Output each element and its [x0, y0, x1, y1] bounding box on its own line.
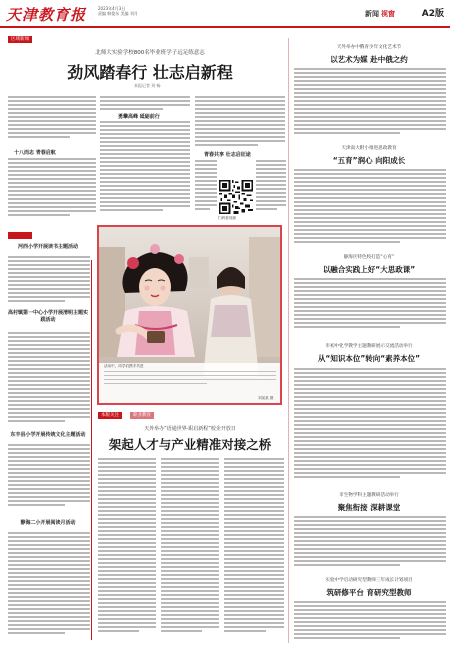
- masthead-date: 2023年4月3日: [98, 6, 126, 11]
- qr-code[interactable]: [219, 180, 253, 214]
- section-name: 新闻: [365, 10, 379, 18]
- second-body-col2: [161, 458, 219, 640]
- right-title-3: 以融合实践上好“大思政课”: [322, 265, 416, 274]
- left-mini-title-2: 高村镇第一中心小学开展清明主题实践活动: [7, 310, 88, 323]
- divider-right: [288, 38, 289, 643]
- right-kicker-6: 实验中学启动研究型教师三年成长计划项目: [325, 578, 413, 583]
- masthead-meta: [98, 6, 138, 16]
- right-title-6: 筑研修平台 育研究型教师: [326, 588, 412, 597]
- right-body-6: [294, 601, 446, 643]
- lead-body-col2a: [100, 96, 190, 112]
- right-title-5: 聚焦衔接 深耕课堂: [337, 503, 401, 512]
- left-mini-body-3: [8, 444, 90, 514]
- page-number: A2版: [421, 9, 444, 19]
- lead-section-tag: 区域新闻: [8, 36, 32, 43]
- second-body-col3: [224, 458, 284, 640]
- right-body-4: [294, 368, 446, 486]
- left-mini-body-4: [8, 532, 90, 640]
- lead-kicker: 北师大实验学校800名毕业班学子远足练意志: [95, 50, 205, 56]
- lead-subhead-2: 青春共享 壮志启征途: [204, 152, 251, 158]
- right-kicker-4: 市初中化学教学主题教研展示交流活动举行: [325, 344, 413, 349]
- lead-body-col2: [100, 121, 190, 221]
- right-title-1: 以艺术为媒 赴中俄之约: [330, 55, 408, 64]
- photo-caption: [104, 364, 276, 396]
- photo-credit: 刘某某 摄: [258, 396, 274, 400]
- right-title-2: “五育”润心 向阳成长: [332, 156, 406, 165]
- right-kicker-1: 天外举办中俄青少年文化艺术节: [336, 45, 402, 50]
- lead-body-col3a: [195, 96, 285, 150]
- second-body-col1: [98, 458, 156, 640]
- lead-body-col3b: [195, 160, 217, 220]
- second-headline: 架起人才与产业精准对接之桥: [108, 437, 272, 452]
- lead-mid-subhead: 十八而志 青春启航: [14, 150, 56, 156]
- right-kicker-2: 天津南大附小推进思政教育: [341, 146, 397, 151]
- right-body-5: [294, 516, 446, 570]
- right-kicker-3: 静海区特色校打造“心育”: [343, 255, 395, 260]
- second-kicker: 天外举办“语通世界·职启新程”校企开放日: [144, 426, 236, 432]
- qr-caption: 扫码看视频: [218, 216, 236, 220]
- photo-caption-title: 活动中，同学们携手共进: [104, 364, 144, 368]
- section-label: [365, 9, 395, 19]
- second-section-tag: 本版关注: [98, 412, 122, 419]
- right-body-3: [294, 278, 446, 332]
- right-body-1: [294, 68, 446, 140]
- left-section-tag: [8, 232, 32, 239]
- masthead: [0, 0, 450, 28]
- left-mini-title-3: 东丰县小学开展传统文化主题活动: [10, 432, 86, 438]
- right-title-4: 从“知识本位”转向“素养本位”: [317, 354, 421, 363]
- left-mini-title-1: 河西小学开展读书主题活动: [17, 244, 78, 250]
- second-section-tag-2: 职业教育: [130, 412, 154, 419]
- left-mini-title-4: 静海二小开展阅读月活动: [20, 520, 76, 526]
- left-mini-body-1: [8, 256, 90, 308]
- masthead-editors: 责编 韩俊东 美编 刘月: [98, 11, 138, 16]
- lead-body-col3c: [256, 160, 286, 220]
- lead-headline: 劲风踏春行 壮志启新程: [67, 63, 233, 82]
- left-mini-body-2: [8, 332, 90, 426]
- section-sub: 视窗: [381, 10, 395, 18]
- lead-body-col1b: [8, 158, 96, 226]
- right-kicker-5: 市生物学科主题教研活动举行: [339, 493, 399, 498]
- divider-left: [91, 260, 92, 640]
- lead-subhead-1: 勇攀高峰 砥砺前行: [118, 114, 160, 120]
- newspaper-logo: 天津教育报: [6, 6, 87, 24]
- lead-byline: 本报记者 刘 畅: [134, 83, 161, 88]
- right-body-2: [294, 169, 446, 247]
- lead-body-col1: [8, 96, 96, 146]
